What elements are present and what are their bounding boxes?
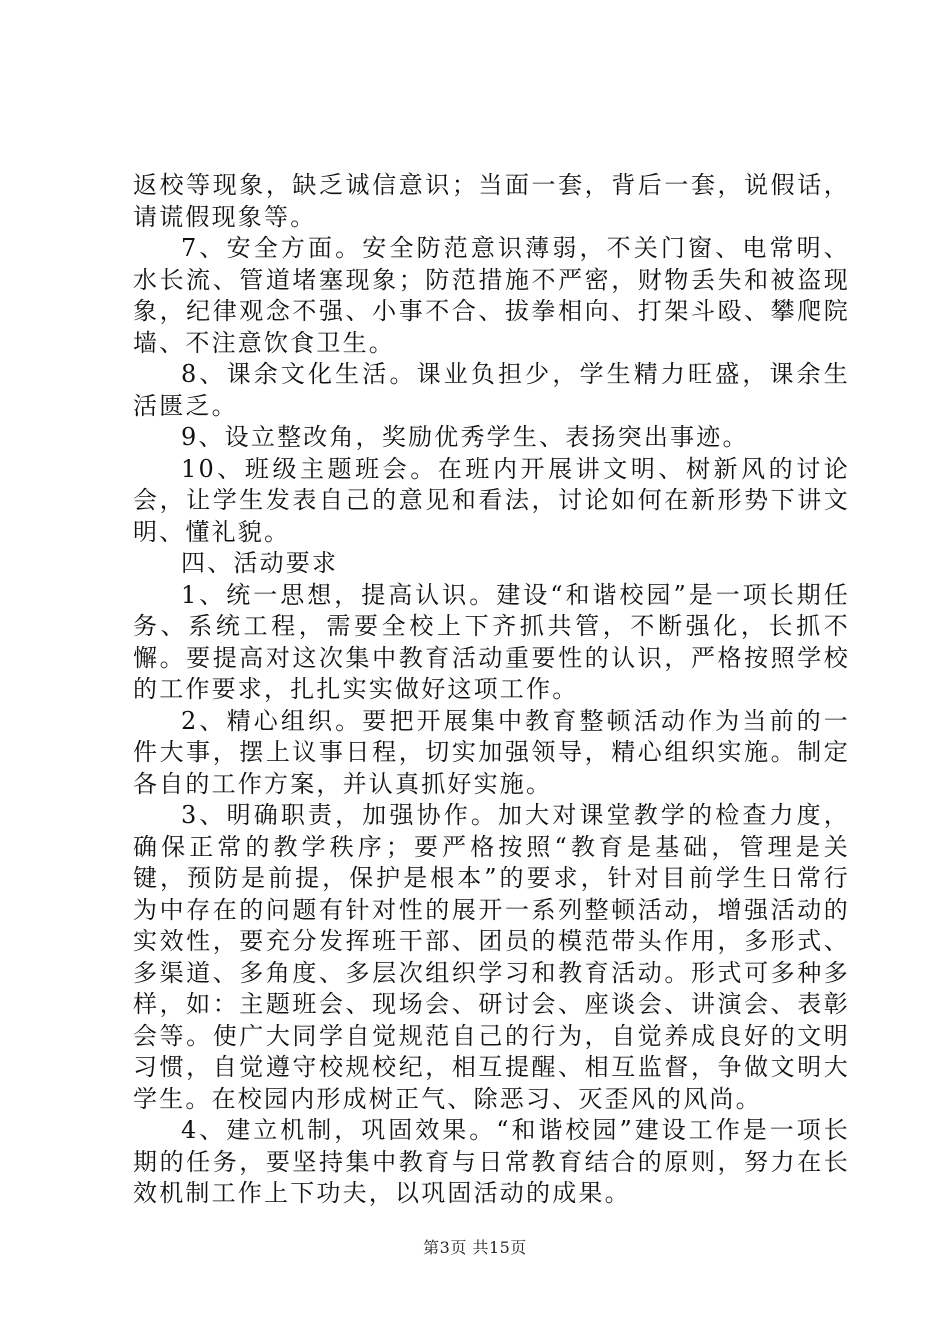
page-footer: 第3页 共15页 [423,1238,527,1257]
paragraph: 10、班级主题班会。在班内开展讲文明、树新风的讨论会，让学生发表自己的意见和看法，讨论如何在新形势下讲文明、懂礼貌。 [133,454,850,546]
paragraph: 8、课余文化生活。课业负担少，学生精力旺盛，课余生活匮乏。 [133,360,850,420]
paragraph: 4、建立机制，巩固效果。“和谐校园”建设工作是一项长期的任务，要坚持集中教育与日常教育结合的原则，努力在长效机制工作上下功夫，以巩固活动的成果。 [133,1116,850,1207]
paragraph: 9、设立整改角，奖励优秀学生、表扬突出事迹。 [181,423,749,451]
paragraph: 2、精心组织。要把开展集中教育整顿活动作为当前的一件大事，摆上议事日程，切实加强领导，精心组织实施。制定各自的工作方案，并认真抓好实施。 [133,706,850,798]
paragraph: 1、统一思想，提高认识。建设“和谐校园”是一项长期任务、系统工程，需要全校上下齐抓共管，不断强化，长抓不懈。要提高对这次集中教育活动重要性的认识，严格按照学校的工作要求，扎扎实实做好这项工作。 [133,580,850,703]
section-heading: 四、活动要求 [181,549,339,577]
paragraph: 返校等现象，缺乏诚信意识；当面一套，背后一套，说假话，请谎假现象等。 [133,171,850,231]
document-body [133,170,850,1210]
paragraph: 7、安全方面。安全防范意识薄弱，不关门窗、电常明、水长流、管道堵塞现象；防范措施不严密，财物丢失和被盗现象，纪律观念不强、小事不合、拔拳相向、打架斗殴、攀爬院墙、不注意饮食卫生。 [133,234,850,357]
paragraph: 3、明确职责，加强协作。加大对课堂教学的检查力度，确保正常的教学秩序；要严格按照“教育是基础，管理是关键，预防是前提，保护是根本”的要求，针对目前学生日常行为中存在的问题有针对性的展开一系列整顿活动，增强活动的实效性，要充分发挥班干部、团员的模范带头作用，多形式、多渠道、多角度、多层次组织学习和教育活动。形式可多种多样，如：主题班会、现场会、研讨会、座谈会、讲演会、表彰会等。使广大同学自觉规范自己的行为，自觉养成良好的文明习惯，自觉遵守校规校纪，相互提醒、相互监督，争做文明大学生。在校园内形成树正气、除恶习、灭歪风的风尚。 [133,801,850,1113]
